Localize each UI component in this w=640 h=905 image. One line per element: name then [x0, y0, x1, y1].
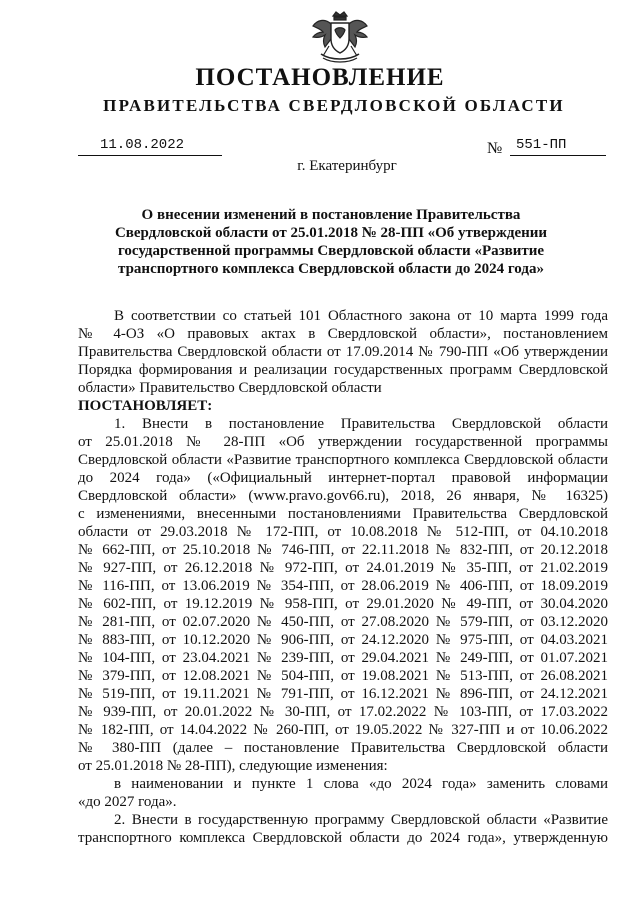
body-line: от 25.01.2018 № 28-ПП), следующие изменения: — [78, 758, 388, 774]
document-body — [78, 307, 608, 847]
document-title: ПОСТАНОВЛЕНИЕ — [195, 64, 445, 91]
body-line: области» Правительство Свердловской области — [78, 380, 382, 396]
heading-line: государственной программы Свердловской области «Развитие — [117, 243, 545, 259]
body-line: № 519-ПП, от 19.11.2021 № 791-ПП, от 16.12.2021 № 896-ПП, от 24.12.2021 — [78, 686, 608, 702]
document-number: 551-ПП — [510, 136, 606, 156]
coat-of-arms-icon — [309, 10, 371, 68]
body-line: № 662-ПП, от 25.10.2018 № 746-ПП, от 22.11.2018 № 832-ПП, от 20.12.2018 — [78, 542, 608, 558]
body-line: В соответствии со статьей 101 Областного закона от 10 марта 1999 года — [114, 308, 608, 324]
document-subtitle: ПРАВИТЕЛЬСТВА СВЕРДЛОВСКОЙ ОБЛАСТИ — [103, 96, 565, 115]
document-heading — [100, 206, 562, 278]
body-line: № 602-ПП, от 19.12.2019 № 958-ПП, от 29.01.2020 № 49-ПП, от 30.04.2020 — [78, 596, 608, 612]
body-line: № 104-ПП, от 23.04.2021 № 239-ПП, от 29.04.2021 № 249-ПП, от 01.07.2021 — [78, 650, 608, 666]
body-line: транспортного комплекса Свердловской области до 2024 года», утвержденную — [78, 830, 608, 846]
city: г. Екатеринбург — [297, 158, 397, 174]
body-line: № 281-ПП, от 02.07.2020 № 450-ПП, от 27.08.2020 № 579-ПП, от 03.12.2020 — [78, 614, 608, 630]
body-line: 1. Внести в постановление Правительства Свердловской области — [114, 416, 608, 432]
body-line: 2. Внести в государственную программу Свердловской области «Развитие — [114, 812, 608, 828]
body-line: Порядка формирования и реализации государственных программ Свердловской — [78, 362, 608, 378]
body-line: с изменениями, внесенными постановлениями Правительства Свердловской — [78, 506, 608, 522]
body-line: № 182-ПП, от 14.04.2022 № 260-ПП, от 19.05.2022 № 327-ПП и от 10.06.2022 — [78, 722, 608, 738]
body-line: № 379-ПП, от 12.08.2021 № 504-ПП, от 19.08.2021 № 513-ПП, от 26.08.2021 — [78, 668, 608, 684]
body-line: в наименовании и пункте 1 слова «до 2024 года» заменить словами — [114, 776, 608, 792]
heading-line: О внесении изменений в постановление Правительства — [141, 207, 521, 223]
document-date: 11.08.2022 — [78, 136, 222, 156]
body-line: № 927-ПП, от 26.12.2018 № 972-ПП, от 24.01.2019 № 35-ПП, от 21.02.2019 — [78, 560, 608, 576]
body-line: № 116-ПП, от 13.06.2019 № 354-ПП, от 28.06.2019 № 406-ПП, от 18.09.2019 — [78, 578, 608, 594]
decree-keyword: ПОСТАНОВЛЯЕТ: — [78, 398, 213, 414]
number-label: № — [487, 140, 503, 157]
body-line: Свердловской области «Развитие транспортного комплекса Свердловской области — [78, 452, 608, 468]
body-line: № 883-ПП, от 10.12.2020 № 906-ПП, от 24.12.2020 № 975-ПП, от 04.03.2021 — [78, 632, 608, 648]
body-line: «до 2027 года». — [78, 794, 177, 810]
body-line: № 380-ПП (далее – постановление Правительства Свердловской области — [78, 740, 608, 756]
body-line: области от 29.03.2018 № 172-ПП, от 10.08.2018 № 512-ПП, от 04.10.2018 — [78, 524, 608, 540]
body-line: до 2024 года» («Официальный интернет-портал правовой информации — [78, 470, 608, 486]
body-line: № 4-ОЗ «О правовых актах в Свердловской области», постановлением — [78, 326, 608, 342]
body-line: Свердловской области» (www.pravo.gov66.ru), 2018, 26 января, № 16325) — [78, 488, 608, 504]
body-line: № 939-ПП, от 20.01.2022 № 30-ПП, от 17.02.2022 № 103-ПП, от 17.03.2022 — [78, 704, 608, 720]
heading-line: транспортного комплекса Свердловской области до 2024 года» — [118, 261, 544, 277]
body-line: Правительства Свердловской области от 17.09.2014 № 790-ПП «Об утверждении — [78, 344, 608, 360]
body-line: от 25.01.2018 № 28-ПП «Об утверждении государственной программы — [78, 434, 608, 450]
heading-line: Свердловской области от 25.01.2018 № 28-ПП «Об утверждении — [114, 225, 548, 241]
